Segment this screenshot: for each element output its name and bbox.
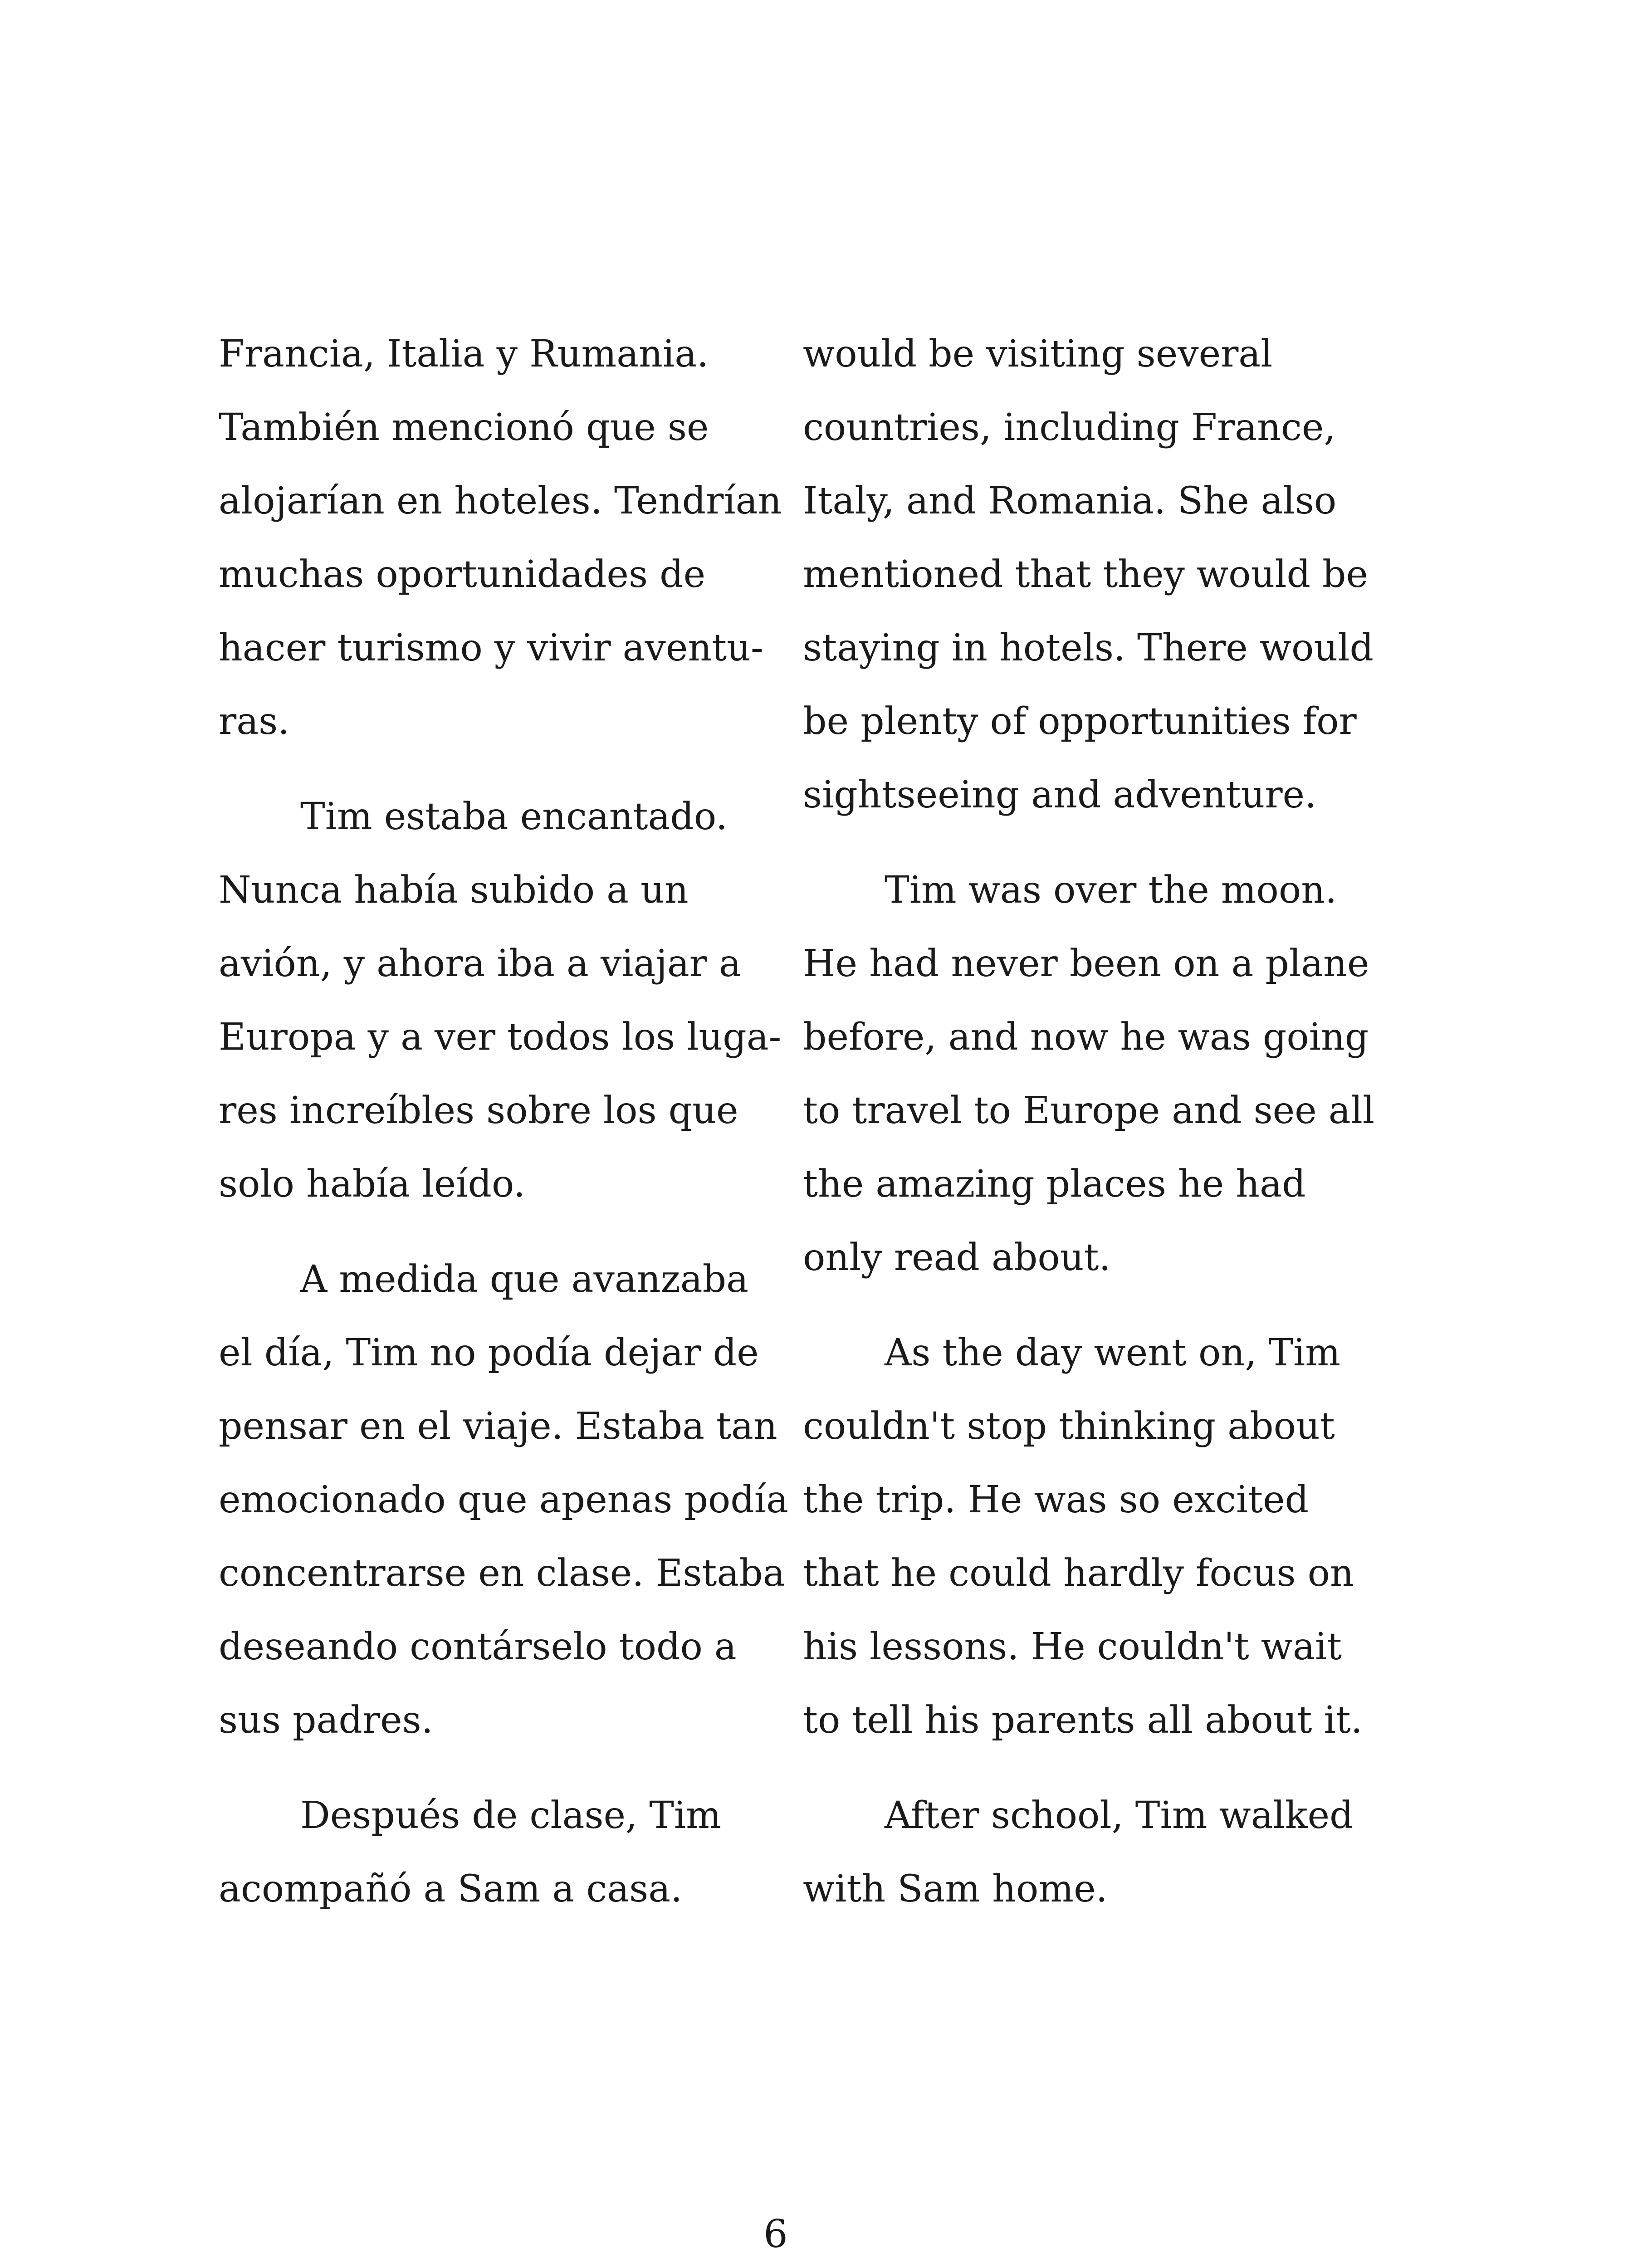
text-line: ras. — [219, 700, 290, 743]
text-line: concentrarse en clase. Estaba — [219, 1552, 785, 1595]
text-line: Francia, Italia y Rumania. — [219, 332, 709, 376]
spanish-paragraph-2 — [219, 780, 782, 1221]
text-line: He had never been on a plane — [803, 942, 1369, 985]
text-line: staying in hotels. There would — [803, 626, 1374, 670]
text-line: deseando contárselo todo a — [219, 1625, 737, 1668]
text-line: pensar en el viaje. Estaba tan — [219, 1405, 777, 1448]
text-line: muchas oportunidades de — [219, 553, 706, 596]
spanish-paragraph-4 — [219, 1779, 777, 1926]
text-line: sightseeing and adventure. — [803, 773, 1317, 816]
text-line: solo había leído. — [219, 1163, 525, 1206]
text-line: that he could hardly focus on — [803, 1552, 1354, 1595]
text-line: to tell his parents all about it. — [803, 1699, 1363, 1742]
text-line: the trip. He was so excited — [803, 1478, 1309, 1521]
text-line: As the day went on, Tim — [885, 1331, 1341, 1374]
text-line: only read about. — [803, 1236, 1111, 1279]
english-paragraph-3 — [803, 1316, 1361, 1757]
text-line: Después de clase, Tim — [300, 1794, 721, 1837]
english-paragraph-4 — [803, 1779, 1361, 1926]
text-line: sus padres. — [219, 1699, 433, 1742]
text-line: couldn't stop thinking about — [803, 1405, 1335, 1448]
text-line: También mencionó que se — [219, 406, 709, 449]
text-line: to travel to Europe and see all — [803, 1089, 1375, 1132]
text-line: with Sam home. — [803, 1867, 1108, 1911]
spanish-paragraph-1 — [219, 318, 782, 758]
text-line: emocionado que apenas podía — [219, 1478, 788, 1521]
text-line: acompañó a Sam a casa. — [219, 1867, 683, 1911]
text-line: countries, including France, — [803, 406, 1336, 449]
text-line: would be visiting several — [803, 332, 1273, 376]
text-line: A medida que avanzaba — [300, 1258, 749, 1301]
english-paragraph-2 — [803, 854, 1375, 1295]
text-line: After school, Tim walked — [885, 1794, 1354, 1837]
text-line: mentioned that they would be — [803, 553, 1369, 596]
page-number: 6 — [763, 2212, 788, 2256]
text-line: res increíbles sobre los que — [219, 1089, 738, 1132]
text-line: Tim estaba encantado. — [300, 795, 728, 838]
text-line: before, and now he was going — [803, 1016, 1369, 1059]
text-line: be plenty of opportunities for — [803, 700, 1357, 743]
english-text-column — [803, 318, 1375, 1948]
text-line: the amazing places he had — [803, 1163, 1306, 1206]
text-line: Italy, and Romania. She also — [803, 479, 1337, 523]
text-line: hacer turismo y vivir aventu- — [219, 626, 763, 670]
spanish-text-column — [219, 318, 788, 1948]
text-line: Tim was over the moon. — [885, 869, 1337, 912]
text-line: alojarían en hoteles. Tendrían — [219, 479, 782, 523]
text-line: his lessons. He couldn't wait — [803, 1625, 1342, 1668]
text-line: avión, y ahora iba a viajar a — [219, 942, 741, 985]
text-line: Europa y a ver todos los luga- — [219, 1016, 782, 1059]
spanish-paragraph-3 — [219, 1243, 788, 1757]
text-line: Nunca había subido a un — [219, 869, 689, 912]
english-paragraph-1 — [803, 318, 1374, 832]
text-line: el día, Tim no podía dejar de — [219, 1331, 759, 1374]
